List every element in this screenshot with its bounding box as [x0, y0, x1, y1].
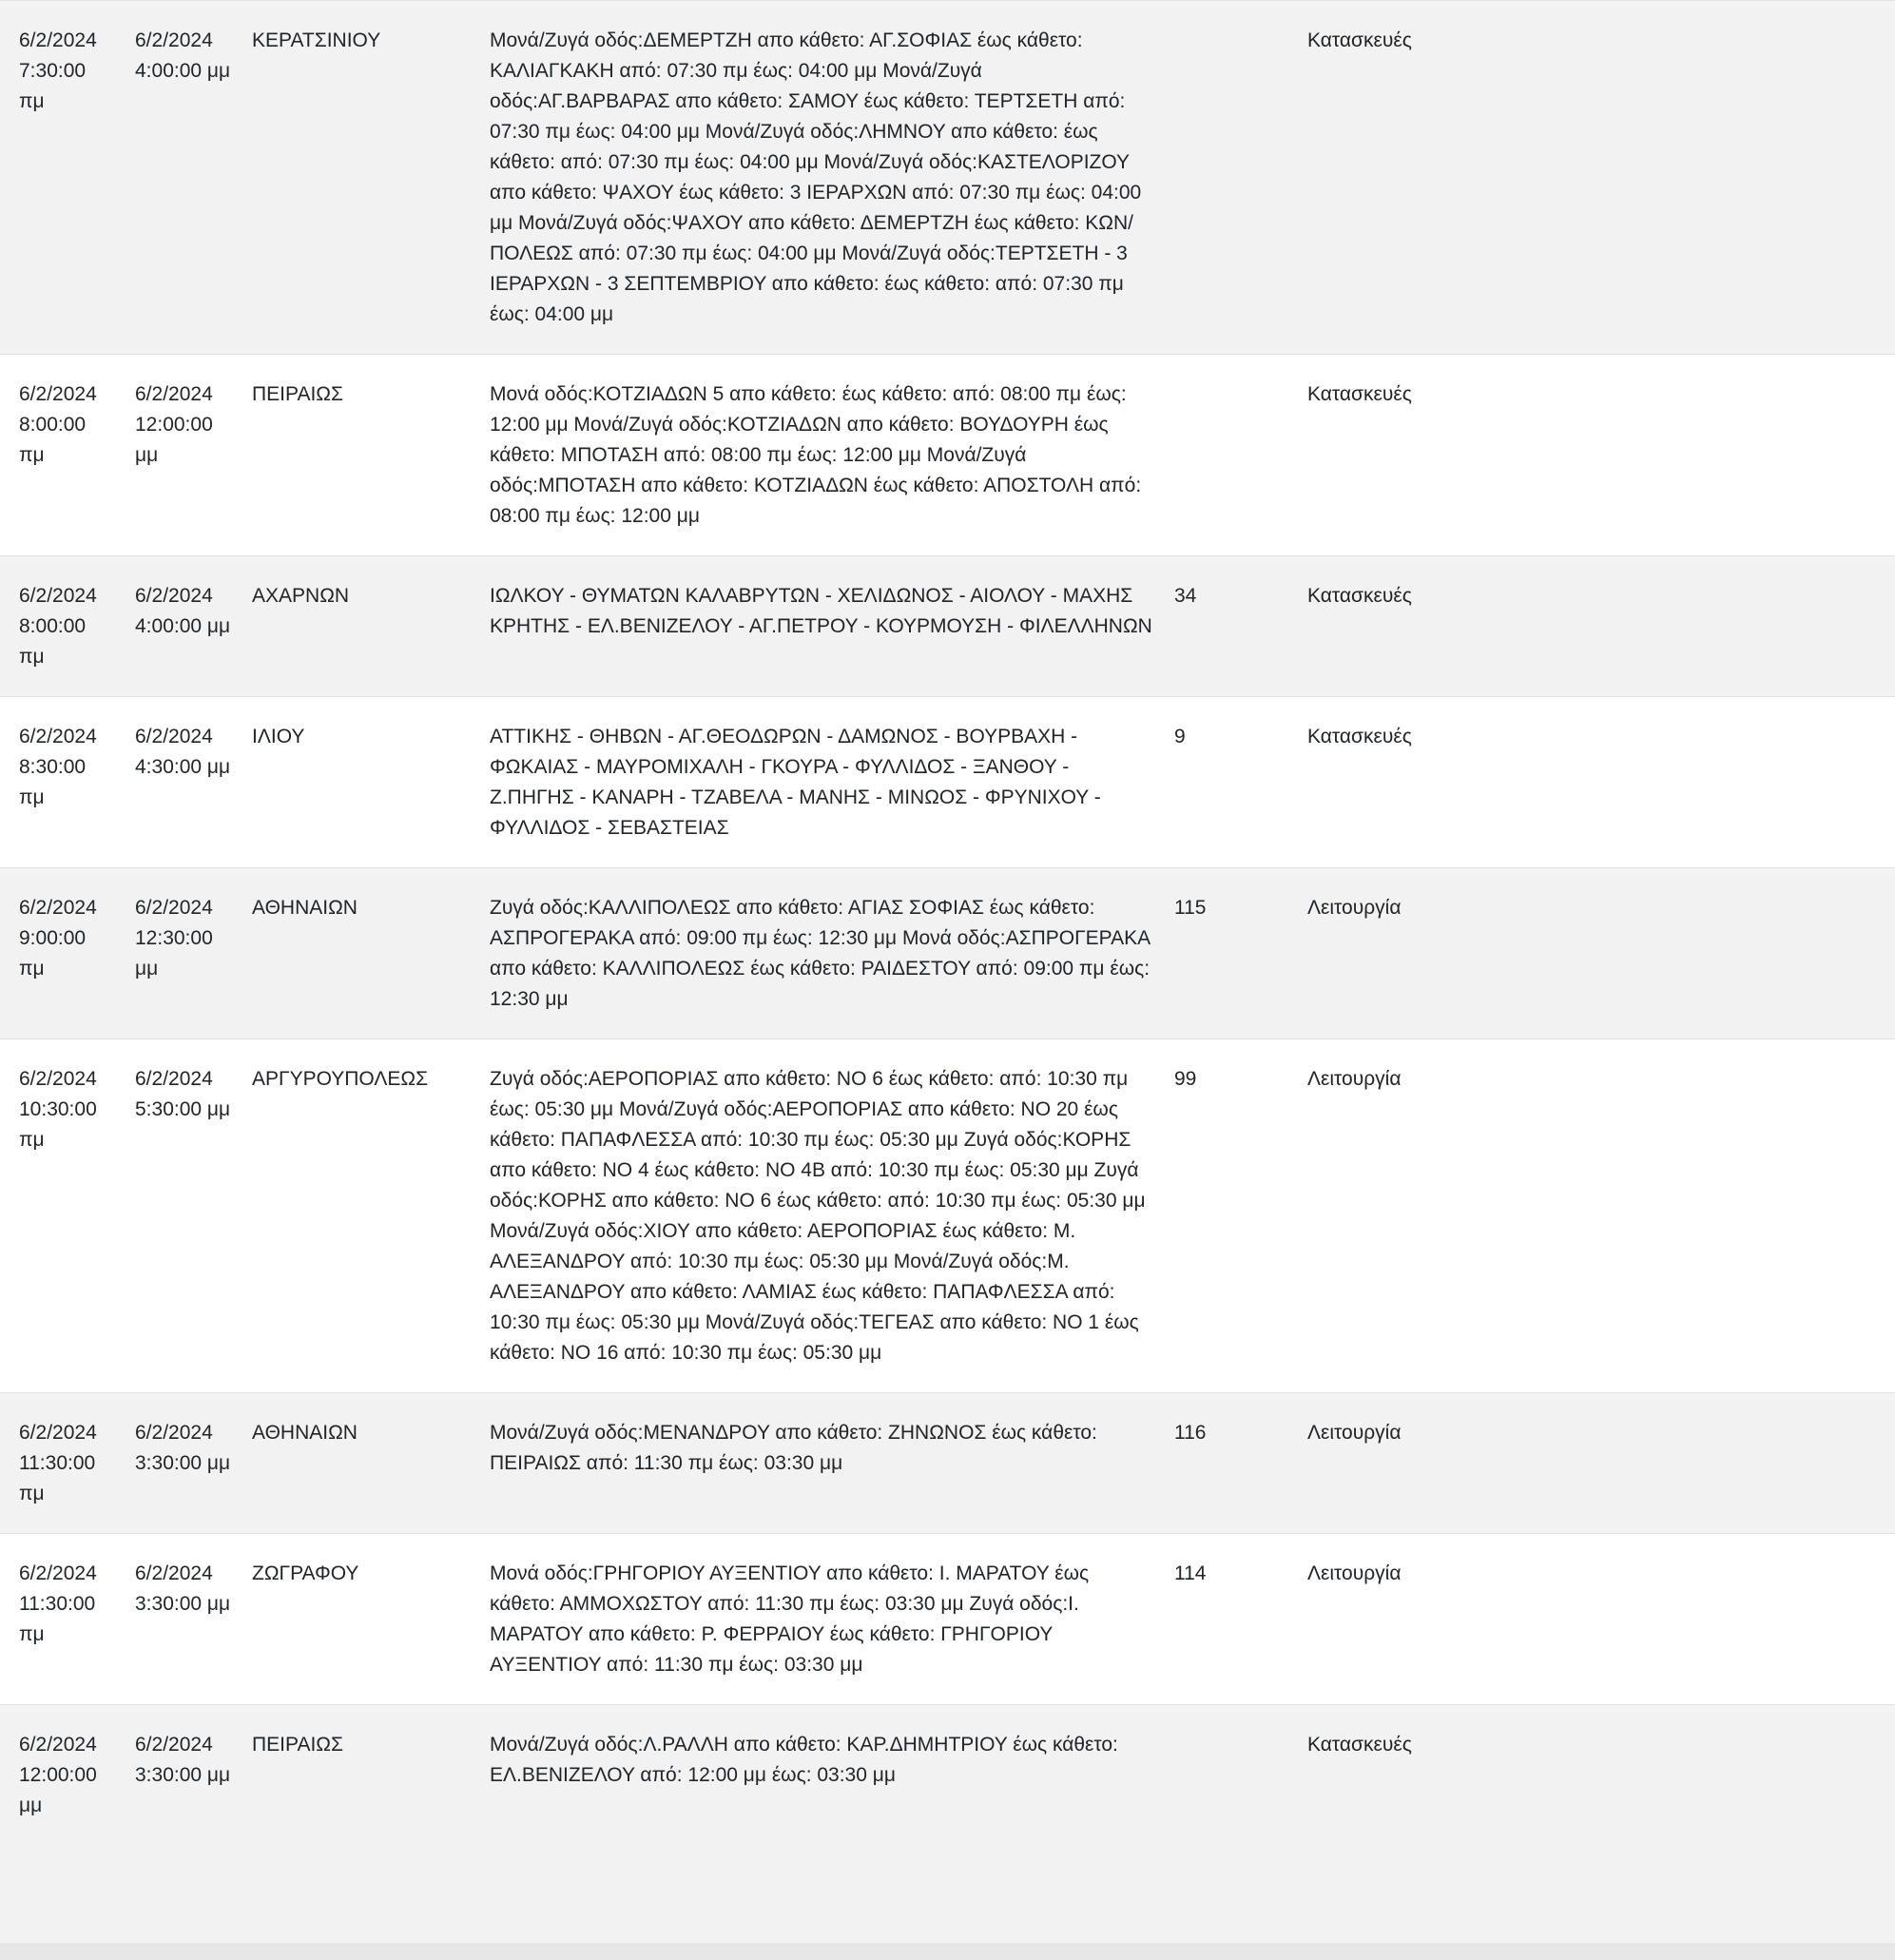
- category-cell: Κατασκευές: [1307, 1, 1895, 355]
- table-row: [0, 556, 1895, 697]
- affected-streets-description-cell: Μονά/Ζυγά οδός:Λ.ΡΑΛΛΗ απο κάθετο: ΚΑΡ.ΔΗΜΗΤΡΙΟΥ έως κάθετο: ΕΛ.ΒΕΝΙΖΕΛΟΥ από: 12:00 μμ έως: 03:30 μμ: [490, 1705, 1174, 1846]
- start-datetime-cell: 6/2/2024 12:00:00 μμ: [0, 1705, 135, 1846]
- municipality-cell: ΑΘΗΝΑΙΩΝ: [252, 1393, 490, 1534]
- category-cell: Κατασκευές: [1307, 556, 1895, 697]
- end-datetime-cell: 6/2/2024 12:30:00 μμ: [135, 868, 252, 1039]
- category-cell: Λειτουργία: [1307, 1534, 1895, 1705]
- table-row: [0, 1534, 1895, 1705]
- end-datetime-cell: 6/2/2024 3:30:00 μμ: [135, 1393, 252, 1534]
- end-datetime-cell: 6/2/2024 4:30:00 μμ: [135, 697, 252, 868]
- end-datetime-cell: 6/2/2024 4:00:00 μμ: [135, 556, 252, 697]
- affected-streets-description-cell: Μονά οδός:ΓΡΗΓΟΡΙΟΥ ΑΥΞΕΝΤΙΟΥ απο κάθετο: Ι. ΜΑΡΑΤΟΥ έως κάθετο: ΑΜΜΟΧΩΣΤΟΥ από: 11:30 πμ έως: 03:30 μμ Ζυγά οδός:Ι. ΜΑΡΑΤΟΥ απο κάθετο: Ρ. ΦΕΡΡΑΙΟΥ έως κάθετο: ΓΡΗΓΟΡΙΟΥ ΑΥΞΕΝΤΙΟΥ από: 11:30 πμ έως: 03:30 μμ: [490, 1534, 1174, 1705]
- affected-streets-description-cell: Μονά οδός:ΚΟΤΖΙΑΔΩΝ 5 απο κάθετο: έως κάθετο: από: 08:00 πμ έως: 12:00 μμ Μονά/Ζυγά οδός:ΚΟΤΖΙΑΔΩΝ απο κάθετο: ΒΟΥΔΟΥΡΗ έως κάθετο: ΜΠΟΤΑΣΗ από: 08:00 πμ έως: 12:00 μμ Μονά/Ζυγά οδός:ΜΠΟΤΑΣΗ απο κάθετο: ΚΟΤΖΙΑΔΩΝ έως κάθετο: ΑΠΟΣΤΟΛΗ από: 08:00 πμ έως: 12:00 μμ: [490, 355, 1174, 556]
- municipality-cell: ΑΧΑΡΝΩΝ: [252, 556, 490, 697]
- end-datetime-cell: 6/2/2024 4:00:00 μμ: [135, 1, 252, 355]
- outage-number-cell: [1174, 355, 1307, 556]
- horizontal-scrollbar[interactable]: [0, 1943, 1895, 1960]
- outages-table-body: [0, 1, 1895, 1846]
- start-datetime-cell: 6/2/2024 11:30:00 πμ: [0, 1534, 135, 1705]
- start-datetime-cell: 6/2/2024 8:30:00 πμ: [0, 697, 135, 868]
- table-row: [0, 1039, 1895, 1393]
- outage-number-cell: 115: [1174, 868, 1307, 1039]
- category-cell: Κατασκευές: [1307, 697, 1895, 868]
- affected-streets-description-cell: Ζυγά οδός:ΑΕΡΟΠΟΡΙΑΣ απο κάθετο: ΝΟ 6 έως κάθετο: από: 10:30 πμ έως: 05:30 μμ Μονά/Ζυγά οδός:ΑΕΡΟΠΟΡΙΑΣ απο κάθετο: ΝΟ 20 έως κάθετο: ΠΑΠΑΦΛΕΣΣΑ από: 10:30 πμ έως: 05:30 μμ Ζυγά οδός:ΚΟΡΗΣ απο κάθετο: ΝΟ 4 έως κάθετο: ΝΟ 4Β από: 10:30 πμ έως: 05:30 μμ Ζυγά οδός:ΚΟΡΗΣ απο κάθετο: ΝΟ 6 έως κάθετο: από: 10:30 πμ έως: 05:30 μμ Μονά/Ζυγά οδός:ΧΙΟΥ απο κάθετο: ΑΕΡΟΠΟΡΙΑΣ έως κάθετο: Μ. ΑΛΕΞΑΝΔΡΟΥ από: 10:30 πμ έως: 05:30 μμ Μονά/Ζυγά οδός:Μ. ΑΛΕΞΑΝΔΡΟΥ απο κάθετο: ΛΑΜΙΑΣ έως κάθετο: ΠΑΠΑΦΛΕΣΣΑ από: 10:30 πμ έως: 05:30 μμ Μονά/Ζυγά οδός:ΤΕΓΕΑΣ απο κάθετο: ΝΟ 1 έως κάθετο: ΝΟ 16 από: 10:30 πμ έως: 05:30 μμ: [490, 1039, 1174, 1393]
- municipality-cell: ΑΡΓΥΡΟΥΠΟΛΕΩΣ: [252, 1039, 490, 1393]
- start-datetime-cell: 6/2/2024 7:30:00 πμ: [0, 1, 135, 355]
- affected-streets-description-cell: ΙΩΛΚΟΥ - ΘΥΜΑΤΩΝ ΚΑΛΑΒΡΥΤΩΝ - ΧΕΛΙΔΩΝΟΣ - ΑΙΟΛΟΥ - ΜΑΧΗΣ ΚΡΗΤΗΣ - ΕΛ.ΒΕΝΙΖΕΛΟΥ - ΑΓ.ΠΕΤΡΟΥ - ΚΟΥΡΜΟΥΣΗ - ΦΙΛΕΛΛΗΝΩΝ: [490, 556, 1174, 697]
- outage-number-cell: 116: [1174, 1393, 1307, 1534]
- category-cell: Λειτουργία: [1307, 1039, 1895, 1393]
- outage-number-cell: 9: [1174, 697, 1307, 868]
- affected-streets-description-cell: Μονά/Ζυγά οδός:ΜΕΝΑΝΔΡΟΥ απο κάθετο: ΖΗΝΩΝΟΣ έως κάθετο: ΠΕΙΡΑΙΩΣ από: 11:30 πμ έως: 03:30 μμ: [490, 1393, 1174, 1534]
- end-datetime-cell: 6/2/2024 3:30:00 μμ: [135, 1705, 252, 1846]
- municipality-cell: ΠΕΙΡΑΙΩΣ: [252, 355, 490, 556]
- table-row: [0, 1, 1895, 355]
- outage-number-cell: 114: [1174, 1534, 1307, 1705]
- start-datetime-cell: 6/2/2024 8:00:00 πμ: [0, 556, 135, 697]
- outage-number-cell: [1174, 1, 1307, 355]
- outage-number-cell: [1174, 1705, 1307, 1846]
- table-row: [0, 1705, 1895, 1846]
- table-row: [0, 355, 1895, 556]
- municipality-cell: ΠΕΙΡΑΙΩΣ: [252, 1705, 490, 1846]
- end-datetime-cell: 6/2/2024 5:30:00 μμ: [135, 1039, 252, 1393]
- start-datetime-cell: 6/2/2024 8:00:00 πμ: [0, 355, 135, 556]
- outage-number-cell: 34: [1174, 556, 1307, 697]
- start-datetime-cell: 6/2/2024 9:00:00 πμ: [0, 868, 135, 1039]
- category-cell: Κατασκευές: [1307, 355, 1895, 556]
- municipality-cell: ΖΩΓΡΑΦΟΥ: [252, 1534, 490, 1705]
- outage-number-cell: 99: [1174, 1039, 1307, 1393]
- table-row: [0, 1393, 1895, 1534]
- affected-streets-description-cell: Ζυγά οδός:ΚΑΛΛΙΠΟΛΕΩΣ απο κάθετο: ΑΓΙΑΣ ΣΟΦΙΑΣ έως κάθετο: ΑΣΠΡΟΓΕΡΑΚΑ από: 09:00 πμ έως: 12:30 μμ Μονά οδός:ΑΣΠΡΟΓΕΡΑΚΑ απο κάθετο: ΚΑΛΛΙΠΟΛΕΩΣ έως κάθετο: ΡΑΙΔΕΣΤΟΥ από: 09:00 πμ έως: 12:30 μμ: [490, 868, 1174, 1039]
- end-datetime-cell: 6/2/2024 3:30:00 μμ: [135, 1534, 252, 1705]
- category-cell: Κατασκευές: [1307, 1705, 1895, 1846]
- table-row: [0, 697, 1895, 868]
- municipality-cell: ΑΘΗΝΑΙΩΝ: [252, 868, 490, 1039]
- category-cell: Λειτουργία: [1307, 868, 1895, 1039]
- municipality-cell: ΙΛΙΟΥ: [252, 697, 490, 868]
- category-cell: Λειτουργία: [1307, 1393, 1895, 1534]
- affected-streets-description-cell: Μονά/Ζυγά οδός:ΔΕΜΕΡΤΖΗ απο κάθετο: ΑΓ.ΣΟΦΙΑΣ έως κάθετο: ΚΑΛΙΑΓΚΑΚΗ από: 07:30 πμ έως: 04:00 μμ Μονά/Ζυγά οδός:ΑΓ.ΒΑΡΒΑΡΑΣ απο κάθετο: ΣΑΜΟΥ έως κάθετο: ΤΕΡΤΣΕΤΗ από: 07:30 πμ έως: 04:00 μμ Μονά/Ζυγά οδός:ΛΗΜΝΟΥ απο κάθετο: έως κάθετο: από: 07:30 πμ έως: 04:00 μμ Μονά/Ζυγά οδός:ΚΑΣΤΕΛΟΡΙΖΟΥ απο κάθετο: ΨΑΧΟΥ έως κάθετο: 3 ΙΕΡΑΡΧΩΝ από: 07:30 πμ έως: 04:00 μμ Μονά/Ζυγά οδός:ΨΑΧΟΥ απο κάθετο: ΔΕΜΕΡΤΖΗ έως κάθετο: ΚΩΝ/ΠΟΛΕΩΣ από: 07:30 πμ έως: 04:00 μμ Μονά/Ζυγά οδός:ΤΕΡΤΣΕΤΗ - 3 ΙΕΡΑΡΧΩΝ - 3 ΣΕΠΤΕΜΒΡΙΟΥ απο κάθετο: έως κάθετο: από: 07:30 πμ έως: 04:00 μμ: [490, 1, 1174, 355]
- affected-streets-description-cell: ΑΤΤΙΚΗΣ - ΘΗΒΩΝ - ΑΓ.ΘΕΟΔΩΡΩΝ - ΔΑΜΩΝΟΣ - ΒΟΥΡΒΑΧΗ - ΦΩΚΑΙΑΣ - ΜΑΥΡΟΜΙΧΑΛΗ - ΓΚΟΥΡΑ - ΦΥΛΛΙΔΟΣ - ΞΑΝΘΟΥ - Ζ.ΠΗΓΗΣ - ΚΑΝΑΡΗ - ΤΖΑΒΕΛΑ - ΜΑΝΗΣ - ΜΙΝΩΟΣ - ΦΡΥΝΙΧΟΥ - ΦΥΛΛΙΔΟΣ - ΣΕΒΑΣΤΕΙΑΣ: [490, 697, 1174, 868]
- end-datetime-cell: 6/2/2024 12:00:00 μμ: [135, 355, 252, 556]
- start-datetime-cell: 6/2/2024 11:30:00 πμ: [0, 1393, 135, 1534]
- municipality-cell: ΚΕΡΑΤΣΙΝΙΟΥ: [252, 1, 490, 355]
- start-datetime-cell: 6/2/2024 10:30:00 πμ: [0, 1039, 135, 1393]
- table-row: [0, 868, 1895, 1039]
